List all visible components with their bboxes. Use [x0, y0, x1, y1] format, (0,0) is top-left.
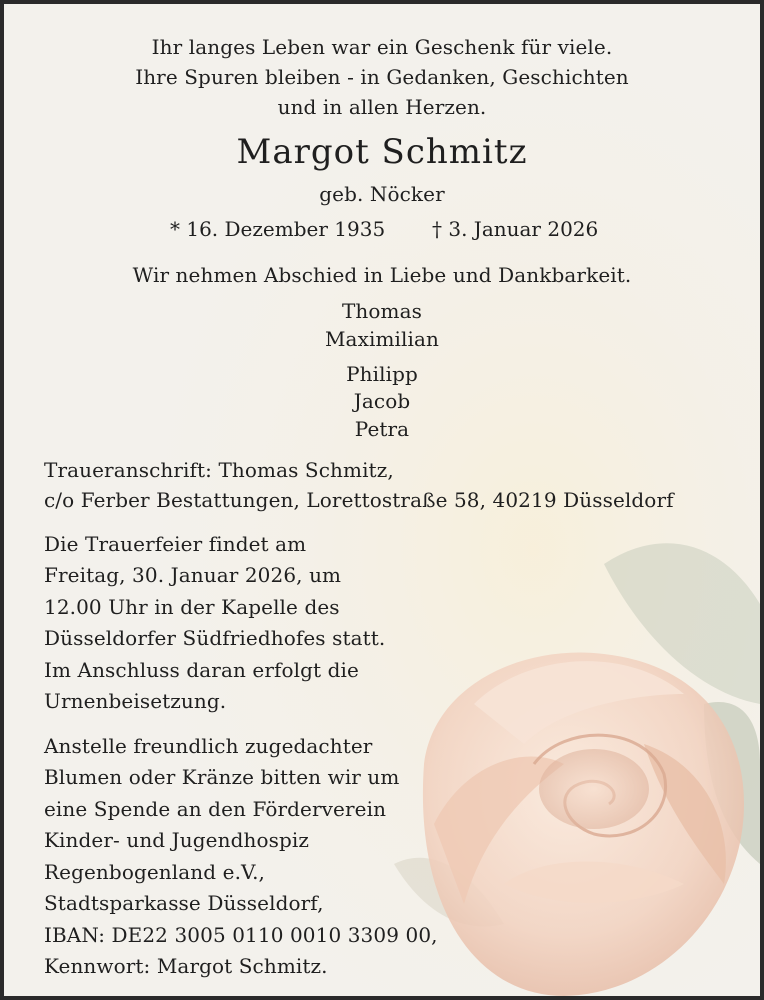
donation-line: Kinder- und Jugendhospiz — [44, 828, 309, 852]
ceremony-line: Freitag, 30. Januar 2026, um — [44, 563, 342, 587]
donation-line: eine Spende an den Förderverein — [44, 797, 387, 821]
donation-line: Stadtsparkasse Düsseldorf, — [44, 891, 324, 915]
donation-line: Regenbogenland e.V., — [44, 860, 265, 884]
mourner-name: Philipp — [346, 362, 418, 386]
mourner-name: Thomas — [341, 299, 422, 323]
ceremony-line: Die Trauerfeier findet am — [44, 532, 307, 556]
mourner-name: Jacob — [353, 389, 411, 413]
ceremony-line: 12.00 Uhr in der Kapelle des — [44, 595, 340, 619]
address-line: c/o Ferber Bestattungen, Lorettostraße 58, 40219 Düsseldorf — [44, 488, 674, 512]
donation-line: Blumen oder Kränze bitten wir um — [44, 765, 400, 789]
intro-line: Ihre Spuren bleiben - in Gedanken, Geschichten — [135, 65, 629, 89]
donation-line: IBAN: DE22 3005 0110 0010 3309 00, — [44, 923, 438, 947]
mourner-name: Petra — [354, 417, 410, 441]
donation-line: Kennwort: Margot Schmitz. — [44, 954, 328, 978]
intro-line: und in allen Herzen. — [277, 95, 487, 119]
notice-content — [4, 4, 760, 996]
farewell-line: Wir nehmen Abschied in Liebe und Dankbarkeit. — [132, 263, 632, 287]
death-date: † 3. Januar 2026 — [432, 217, 599, 241]
intro-line: Ihr langes Leben war ein Geschenk für viele. — [151, 35, 613, 59]
address-line: Traueranschrift: Thomas Schmitz, — [44, 458, 394, 482]
ceremony-line: Im Anschluss daran erfolgt die — [44, 658, 359, 682]
maiden-name: geb. Nöcker — [319, 182, 445, 206]
donation-line: Anstelle freundlich zugedachter — [44, 734, 373, 758]
deceased-name: Margot Schmitz — [236, 132, 528, 172]
mourner-name: Maximilian — [324, 327, 440, 351]
ceremony-line: Düsseldorfer Südfriedhofes statt. — [44, 626, 386, 650]
ceremony-line: Urnenbeisetzung. — [44, 689, 227, 713]
birth-date: * 16. Dezember 1935 — [170, 217, 386, 241]
